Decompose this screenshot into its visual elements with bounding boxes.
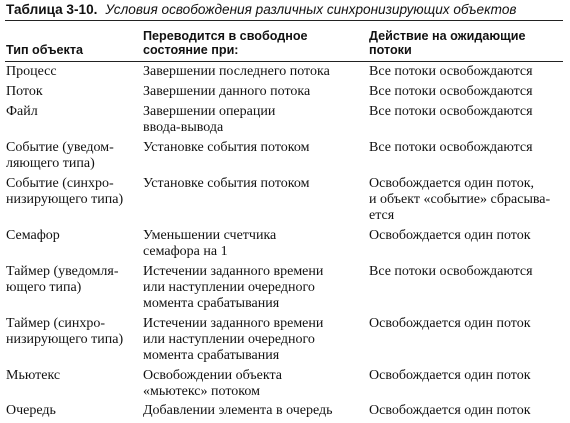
header-signaled-when: Переводится в свободное состояние при:	[143, 29, 308, 57]
table-title: Условия освобождения различных синхронизирующих объектов	[105, 2, 517, 17]
table-caption	[6, 2, 516, 18]
caption-rule	[5, 20, 563, 21]
table-cell-signaled: Уменьшении счетчика семафора на 1	[143, 228, 277, 259]
table-cell-type: Поток	[6, 84, 43, 99]
table-cell-signaled: Завершении данного потока	[143, 84, 311, 99]
table-cell-type: Очередь	[6, 403, 56, 418]
header-effect-on-waiting: Действие на ожидающие потоки	[369, 29, 526, 57]
table-cell-effect: Все потоки освобождаются	[369, 64, 533, 79]
header-object-type: Тип объекта	[6, 43, 84, 57]
header-rule	[5, 61, 563, 62]
table-cell-signaled: Установке события потоком	[143, 176, 310, 191]
table-cell-effect: Все потоки освобождаются	[369, 140, 533, 155]
table-cell-type: Таймер (синхро- низирующего типа)	[6, 316, 124, 347]
table-cell-effect: Освобождается один поток, и объект «событие» сбрасыва- ется	[369, 176, 551, 223]
table-cell-effect: Все потоки освобождаются	[369, 84, 533, 99]
table-cell-type: Мьютекс	[6, 368, 61, 383]
table-cell-signaled: Истечении заданного времени или наступлении очередного момента срабатывания	[143, 264, 324, 311]
table-cell-effect: Все потоки освобождаются	[369, 104, 533, 119]
table-cell-effect: Освобождается один поток	[369, 228, 531, 243]
table-cell-signaled: Установке события потоком	[143, 140, 310, 155]
table-cell-type: Таймер (уведомля- ющего типа)	[6, 264, 119, 295]
table-cell-signaled: Завершении последнего потока	[143, 64, 330, 79]
table-cell-type: Семафор	[6, 228, 60, 243]
table-cell-effect: Освобождается один поток	[369, 368, 531, 383]
table-cell-signaled: Освобождении объекта «мьютекс» потоком	[143, 368, 282, 399]
table-cell-effect: Все потоки освобождаются	[369, 264, 533, 279]
table-cell-signaled: Истечении заданного времени или наступлении очередного момента срабатывания	[143, 316, 324, 363]
table-cell-signaled: Добавлении элемента в очередь	[143, 403, 333, 418]
table-number: Таблица 3-10.	[6, 2, 98, 17]
table-cell-type: Процесс	[6, 64, 57, 79]
table-cell-effect: Освобождается один поток	[369, 316, 531, 331]
table-cell-effect: Освобождается один поток	[369, 403, 531, 418]
table-cell-signaled: Завершении операции ввода-вывода	[143, 104, 276, 135]
table-cell-type: Событие (синхро- низирующего типа)	[6, 176, 124, 207]
table-cell-type: Событие (уведом- ляющего типа)	[6, 140, 114, 171]
table-cell-type: Файл	[6, 104, 38, 119]
